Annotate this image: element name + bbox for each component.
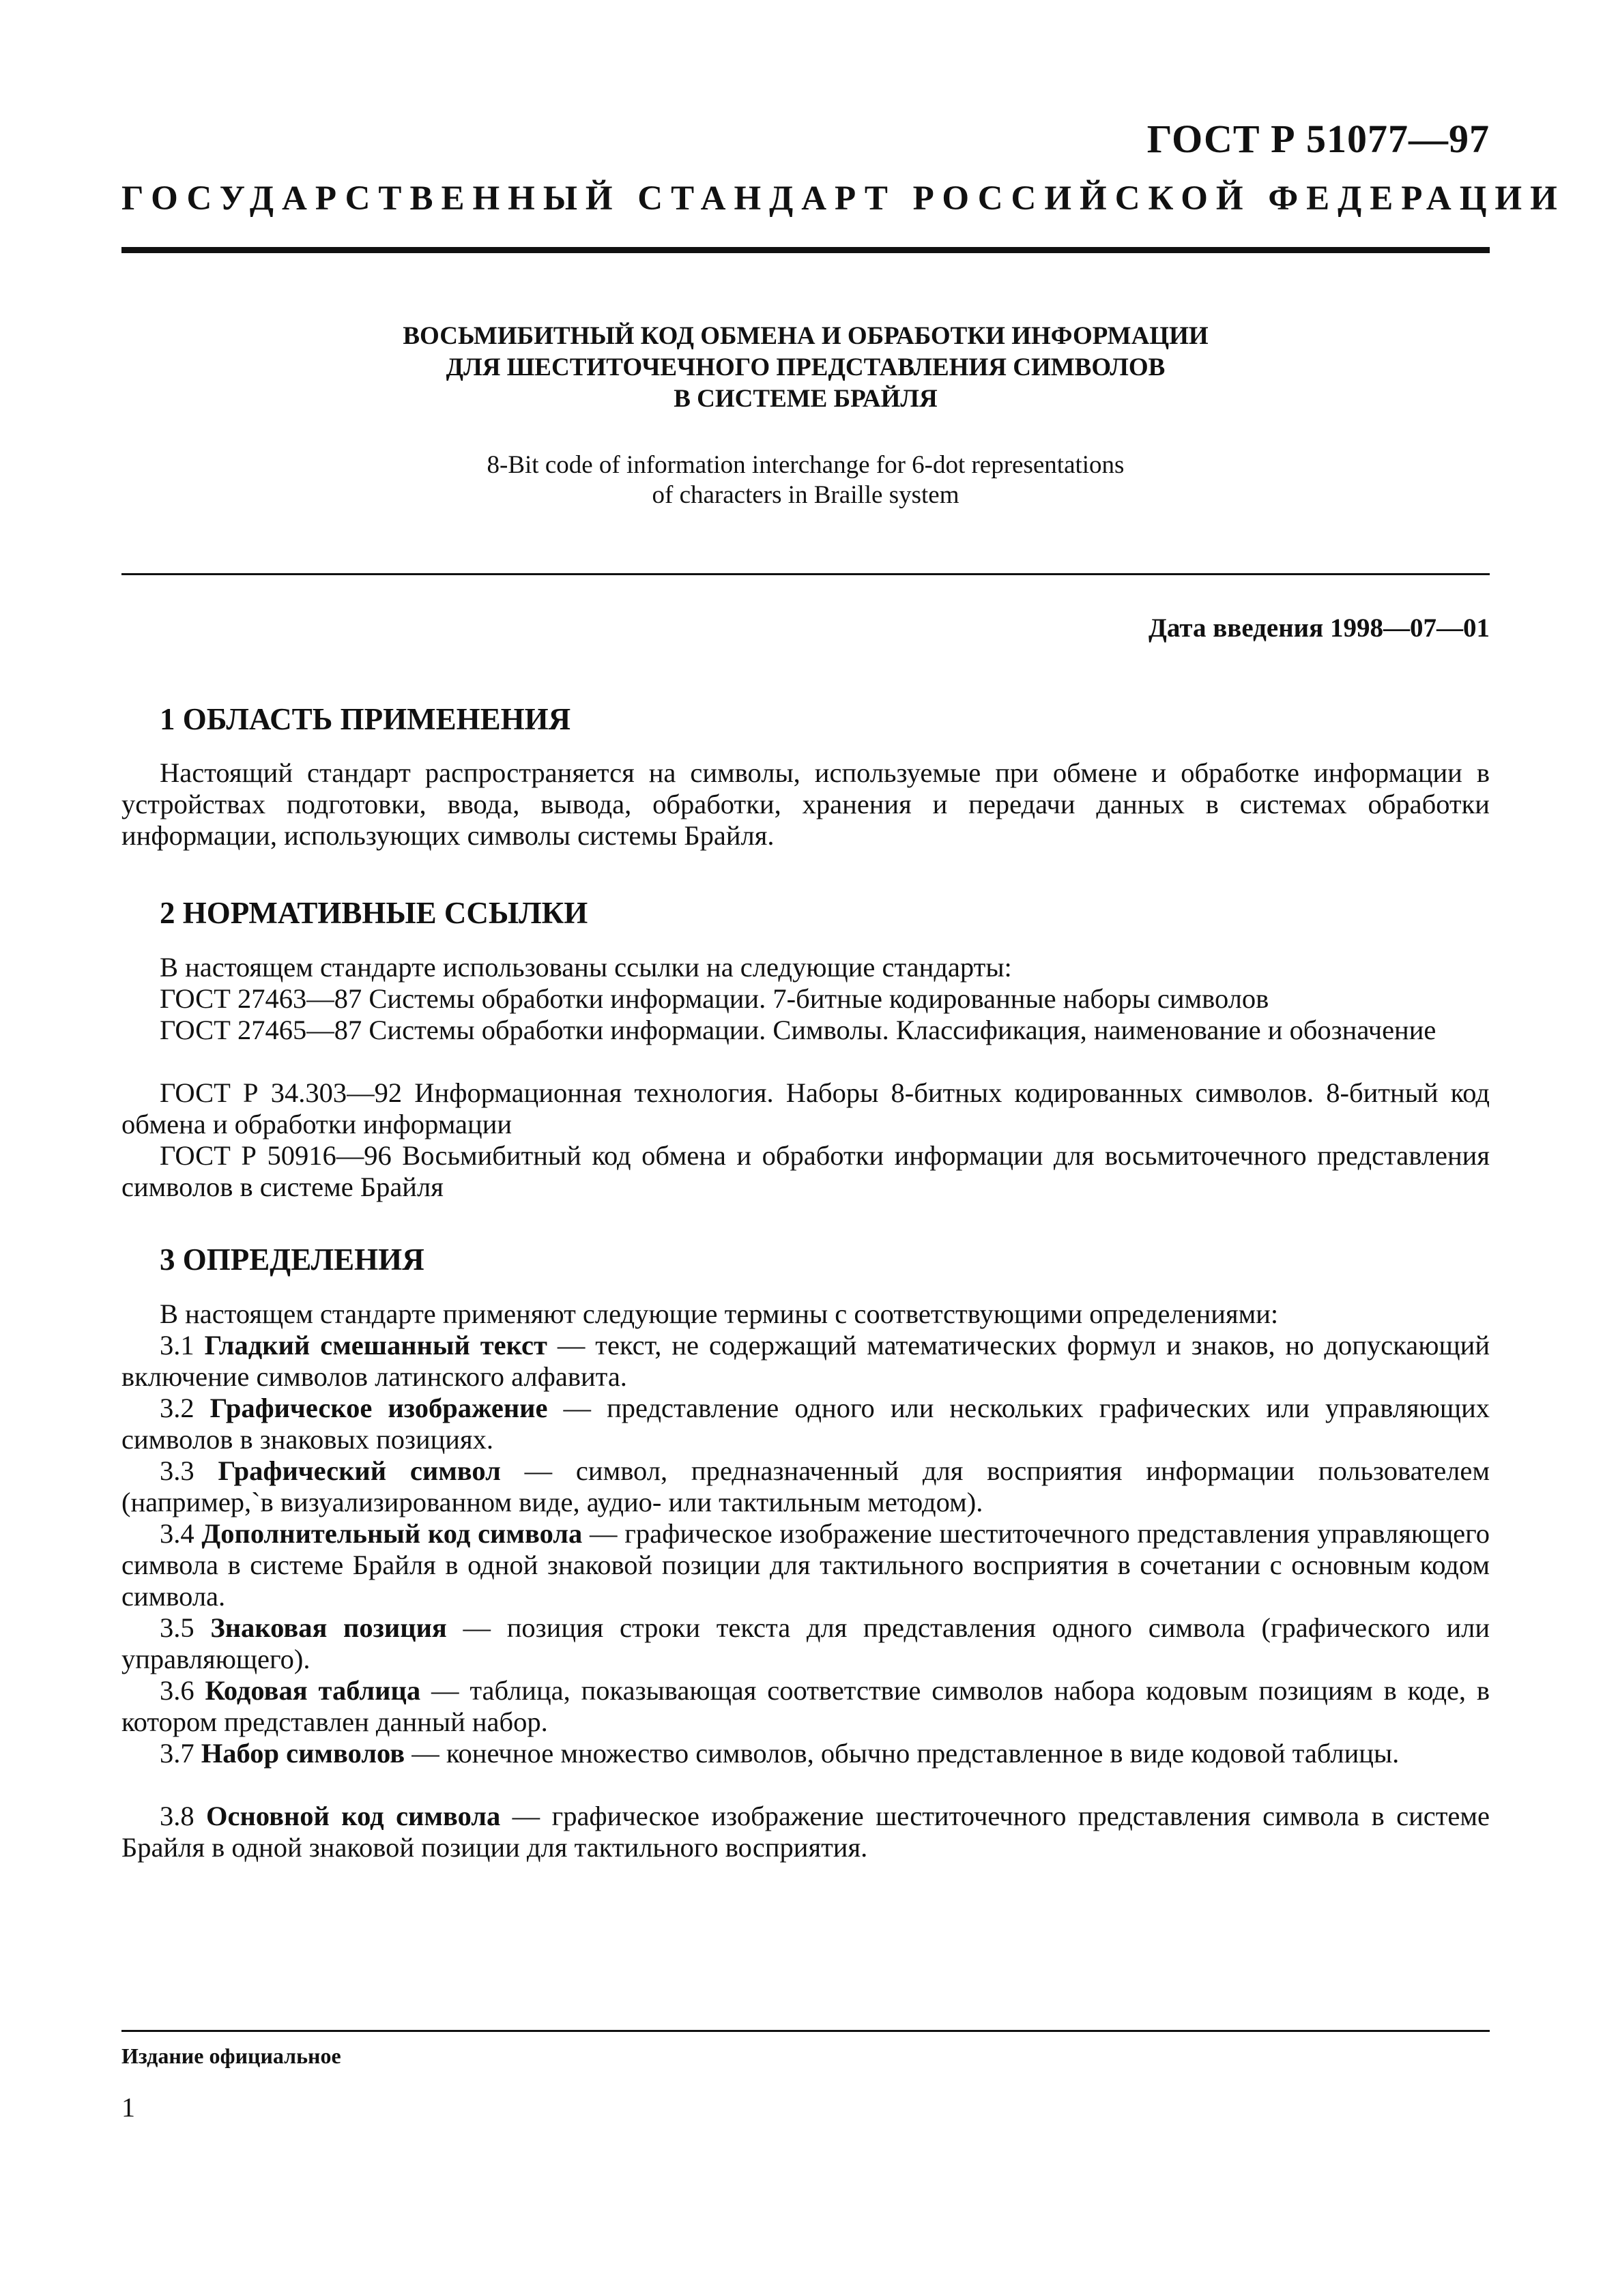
definition-number: 3.6 [160,1675,194,1706]
title-ru-line: ВОСЬМИБИТНЫЙ КОД ОБМЕНА И ОБРАБОТКИ ИНФОРМАЦИИ [403,322,1209,350]
references-intro: В настоящем стандарте использованы ссылки на следующие стандарты: [160,952,1012,983]
definition-number: 3.7 [160,1738,194,1769]
definition-text: — текст, не содержащий математических формул и знаков, но допускающий включение символов латинского алфавита. [121,1330,1490,1392]
definition-item [121,1612,1490,1675]
definition-text: — таблица, показывающая соответствие символов набора кодовым позициям в коде, в котором представлен данный набор. [121,1675,1490,1737]
definition-term: Графический символ [218,1455,501,1486]
definition-item [121,1801,1490,1863]
reference-item: ГОСТ 27463—87 Системы обработки информации. 7-битные кодированные наборы символов [160,983,1269,1014]
state-standard-heading: ГОСУДАРСТВЕННЫЙ СТАНДАРТ РОССИЙСКОЙ ФЕДЕРАЦИИ [121,179,1565,218]
definition-item [121,1675,1490,1738]
definition-item [121,1330,1490,1393]
definition-item [121,1518,1490,1612]
footer-divider [121,2030,1490,2032]
definition-text: — конечное множество символов, обычно представленное в виде кодовой таблицы. [405,1738,1400,1769]
header-divider [121,247,1490,253]
definition-term: Дополнительный код символа [201,1518,583,1549]
section-heading-scope: 1 ОБЛАСТЬ ПРИМЕНЕНИЯ [160,702,571,736]
definition-text: — позиция строки текста для представления одного символа (графического или управляющего). [121,1612,1490,1674]
definition-term: Основной код символа [206,1801,501,1831]
document-page [121,0,1565,2296]
edition-label: Издание официальное [121,2044,341,2068]
section-heading-definitions: 3 ОПРЕДЕЛЕНИЯ [160,1243,424,1277]
definition-term: Знаковая позиция [210,1612,447,1643]
page-number: 1 [121,2092,135,2123]
definition-number: 3.5 [160,1612,194,1643]
document-title-ru [121,321,1490,415]
definition-number: 3.2 [160,1393,194,1423]
definition-item [121,1393,1490,1455]
title-en-line: 8-Bit code of information interchange for 6-dot representations [487,451,1125,479]
definitions-intro: В настоящем стандарте применяют следующие термины с соответствующими определениями: [160,1298,1279,1329]
reference-item: ГОСТ Р 34.303—92 Информационная технология. Наборы 8-битных кодированных символов. 8-битный код обмена и обработки информации [121,1077,1490,1139]
definition-term: Гладкий смешанный текст [204,1330,547,1361]
definition-number: 3.8 [160,1801,194,1831]
definition-number: 3.3 [160,1455,194,1486]
definition-item [121,1455,1490,1518]
document-title-en [121,450,1490,510]
section-heading-references: 2 НОРМАТИВНЫЕ ССЫЛКИ [160,896,588,930]
definition-text: — представление одного или нескольких графических или управляющих символов в знаковых позициях. [121,1393,1490,1455]
definition-item [121,1738,1490,1769]
definition-text: — символ, предназначенный для восприятия информации пользователем (например,`в визуализированном виде, аудио- или тактильным методом). [121,1455,1490,1517]
document-code: ГОСТ Р 51077—97 [1146,117,1490,161]
introduction-date: Дата введения 1998—07—01 [1149,613,1490,643]
definition-number: 3.1 [160,1330,194,1361]
reference-item: ГОСТ Р 50916—96 Восьмибитный код обмена и обработки информации для восьмиточечного представления символов в системе Брайля [121,1140,1490,1202]
definition-text: — графическое изображение шеститочечного представления символа в системе Брайля в одной знаковой позиции для тактильного восприятия. [121,1801,1490,1863]
title-divider [121,573,1490,575]
definition-term: Графическое изображение [210,1393,548,1423]
definition-term: Кодовая таблица [205,1675,421,1706]
reference-item: ГОСТ 27465—87 Системы обработки информации. Символы. Классификация, наименование и обозначение [160,1015,1436,1045]
definition-text: — графическое изображение шеститочечного представления управляющего символа в системе Брайля в одной знаковой позиции для тактильного восприятия в сочетании с основным кодом символа. [121,1518,1490,1612]
title-en-line: of characters in Braille system [652,481,959,509]
definition-number: 3.4 [160,1518,194,1549]
title-ru-line: ДЛЯ ШЕСТИТОЧЕЧНОГО ПРЕДСТАВЛЕНИЯ СИМВОЛОВ [446,353,1166,381]
definition-term: Набор символов [201,1738,405,1769]
section-scope-text: Настоящий стандарт распространяется на символы, используемые при обмене и обработке информации в устройствах подготовки, ввода, вывода, обработки, хранения и передачи данных в системах обработки информации, использующих символы системы Брайля. [121,757,1490,851]
title-ru-line: В СИСТЕМЕ БРАЙЛЯ [674,385,938,413]
